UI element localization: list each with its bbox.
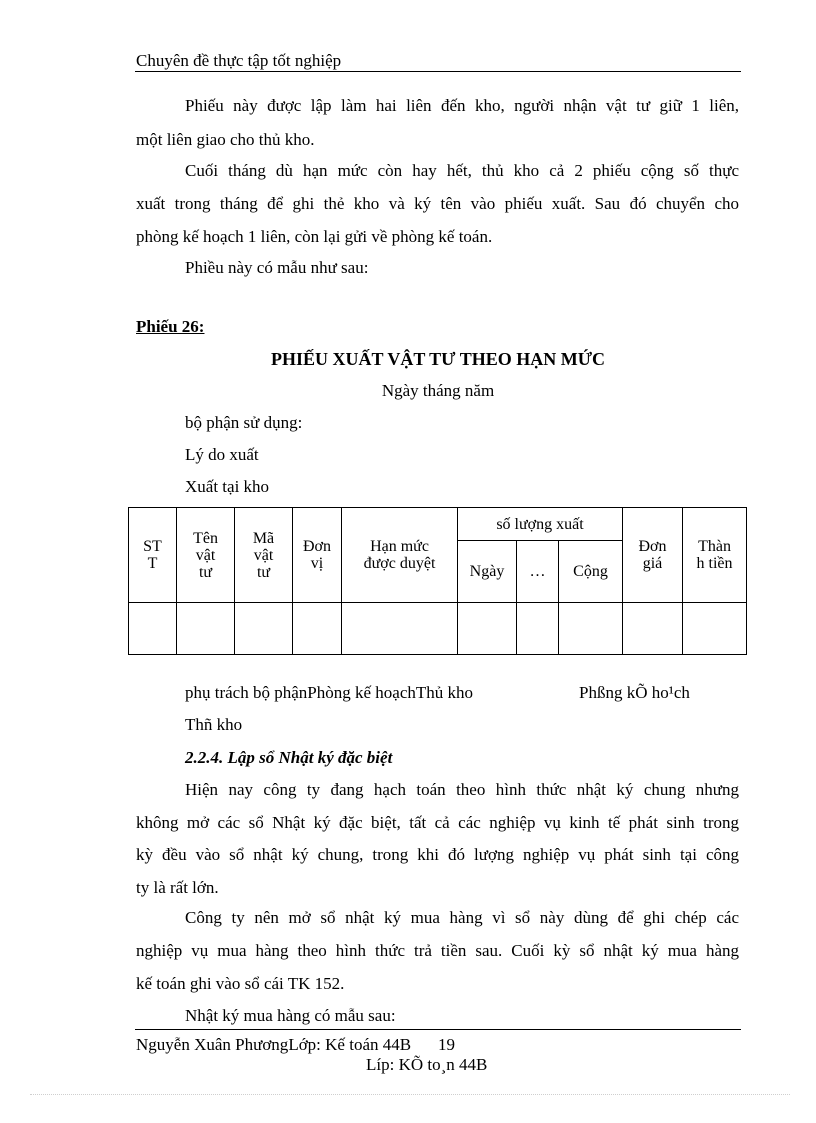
form-date: Ngày tháng năm [381,381,495,400]
footer-class-garbled: Líp: KÕ to¸n 44B [366,1055,488,1074]
col-stt: ST T [129,508,177,603]
col-unit-price: Đơn giá [623,508,683,603]
section-heading: 2.2.4. Lập sổ Nhật ký đặc biệt [185,748,393,767]
table-cell [623,603,683,655]
col-unit: Đơn vị [293,508,342,603]
field-reason: Lý do xuất [185,445,259,464]
body-line-2: một liên giao cho thủ kho. [136,130,315,149]
body-line-4: xuất trong tháng để ghi thẻ kho và ký tên vào phiếu xuất. Sau đó chuyển cho [136,194,739,213]
body-line-6: Phiều này có mẫu như sau: [185,258,369,277]
body-line-3: Cuối tháng dù hạn mức còn hay hết, thủ kho cả 2 phiếu cộng số thực [185,161,739,180]
table-cell [235,603,293,655]
table-cell [517,603,559,655]
body-line-5: phòng kế hoạch 1 liên, còn lại gửi về phòng kế toán. [136,227,493,246]
body-line-1: Phiếu này được lập làm hai liên đến kho, người nhận vật tư giữ 1 liên, [185,96,739,115]
section-line-7: kế toán ghi vào sổ cái TK 152. [136,974,345,993]
form-title: PHIẾU XUẤT VẬT TƯ THEO HẠN MỨC [270,349,606,369]
page-number: 19 [438,1035,455,1054]
signature-dept-head: phụ trách bộ phận [185,683,308,702]
section-line-2: không mở các sổ Nhật ký đặc biệt, tất cả các nghiệp vụ kinh tế phát sinh trong [136,813,739,832]
table-cell [342,603,458,655]
table-cell [129,603,177,655]
col-quantity-issued-group: số lượng xuất [458,508,623,541]
table-cell [293,603,342,655]
col-qty-total: Cộng [559,541,623,603]
field-department: bộ phận sử dụng: [185,413,303,432]
section-line-4: ty là rất lớn. [136,878,219,897]
signature-storekeeper: Thủ kho [415,683,474,702]
form-label: Phiếu 26: [136,317,205,336]
col-item-code: Mã vật tư [235,508,293,603]
table-cell [177,603,235,655]
footer-rule [135,1029,741,1030]
table-cell [683,603,747,655]
col-qty-day: Ngày [458,541,517,603]
footer-class: Lớp: Kế toán 44B [288,1035,412,1054]
page-bottom-dotted-rule [30,1094,790,1095]
issue-form-table [128,507,747,655]
table-cell [559,603,623,655]
col-qty-dots: … [517,541,559,603]
field-warehouse: Xuất tại kho [185,477,270,496]
section-line-1: Hiện nay công ty đang hạch toán theo hình thức nhật ký chung nhưng [185,780,739,799]
footer-author-class [136,1036,411,1053]
footer-author: Nguyễn Xuân Phương [136,1035,289,1054]
col-item-name: Tên vật tư [177,508,235,603]
section-line-5: Công ty nên mở sổ nhật ký mua hàng vì sổ này dùng để ghi chép các [185,908,739,927]
signature-storekeeper-garbled: Thñ kho [185,715,243,734]
section-line-3: kỳ đều vào sổ nhật ký chung, trong khi đó lượng nghiệp vụ phát sinh tại công [136,845,739,864]
section-line-6: nghiệp vụ mua hàng theo hình thức trả tiền sau. Cuối kỳ sổ nhật ký mua hàng [136,941,739,960]
running-header: Chuyên đề thực tập tốt nghiệp [136,51,342,70]
table-row [129,603,747,655]
signature-planning: Phòng kế hoạch [307,683,416,702]
header-rule [135,71,741,72]
signature-planning-garbled: Phßng kÕ ho¹ch [579,683,690,702]
section-line-8: Nhật ký mua hàng có mẫu sau: [185,1006,396,1025]
col-approved-limit: Hạn mức được duyệt [342,508,458,603]
table-cell [458,603,517,655]
col-amount: Thàn h tiền [683,508,747,603]
signature-line [185,684,473,701]
